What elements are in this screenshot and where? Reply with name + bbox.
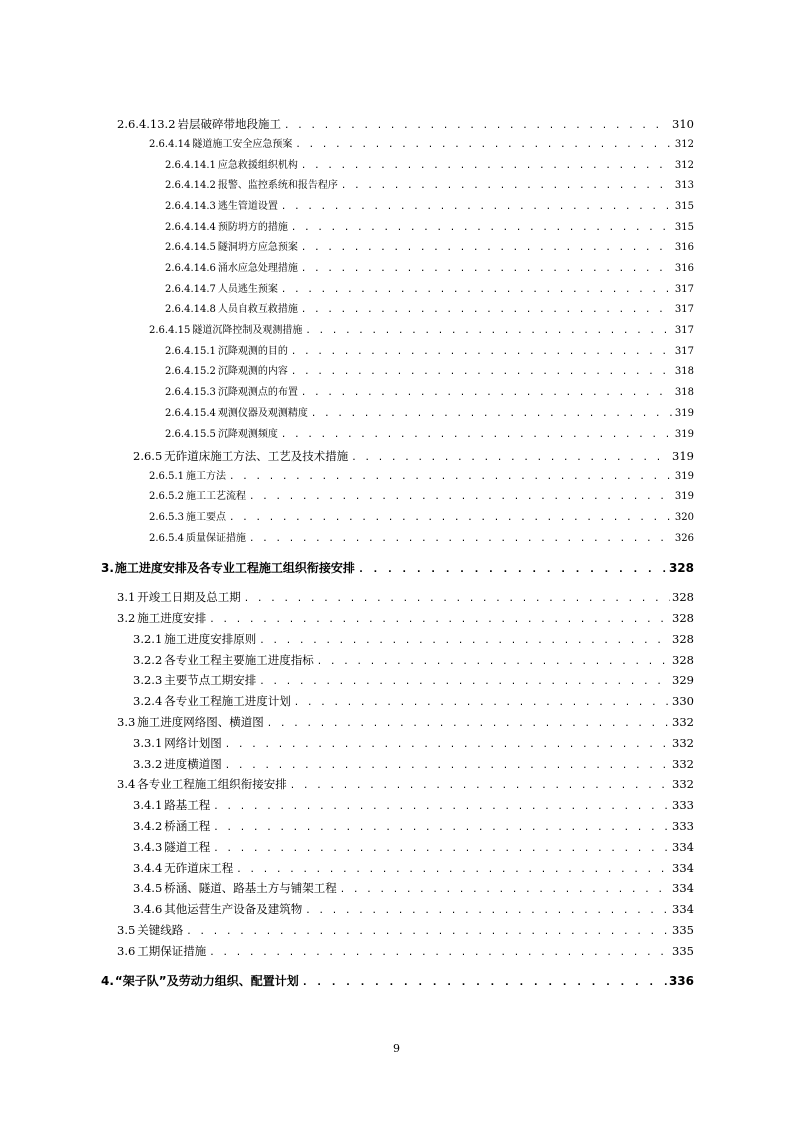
toc-entry[interactable]: [165, 198, 694, 216]
page-number: 9: [393, 1042, 400, 1055]
toc-entry-title: 应急救援组织机构: [217, 160, 298, 171]
toc-entry-number: 3.2.3: [133, 673, 163, 687]
dot-leader: [281, 281, 673, 299]
toc-entry[interactable]: [149, 509, 694, 527]
toc-entry-number: 3.4: [117, 777, 136, 791]
toc-entry[interactable]: [117, 713, 694, 731]
toc-entry[interactable]: [117, 588, 694, 606]
dot-leader: [259, 673, 670, 689]
toc-entry-number: 3.4.3: [133, 840, 163, 854]
toc-entry-number: 2.6.4.15.2: [165, 366, 216, 377]
toc-entry-title: 沉降观测的目的: [217, 346, 288, 357]
toc-entry[interactable]: [117, 775, 694, 793]
toc-entry-number: 2.6.4.14.7: [165, 284, 216, 295]
toc-entry-page: 334: [672, 881, 694, 895]
toc-entry-page: 332: [672, 715, 694, 729]
dot-leader: [295, 136, 673, 154]
toc-entry[interactable]: [165, 384, 694, 402]
toc-entry-number: 2.6.4.15.3: [165, 387, 216, 398]
toc-entry-page: 313: [674, 180, 694, 191]
toc-entry-number: 3.2: [117, 611, 136, 625]
dot-leader: [259, 632, 670, 648]
toc-entry-number: 2.6.4.14.4: [165, 222, 216, 233]
dot-leader: [358, 561, 667, 577]
dot-leader: [281, 198, 673, 216]
toc-entry[interactable]: [133, 692, 694, 710]
toc-entry[interactable]: [133, 817, 694, 835]
toc-entry-number: 3.2.4: [133, 694, 163, 708]
toc-entry-title: 沉降观测的内容: [217, 366, 288, 377]
dot-leader: [291, 363, 673, 381]
toc-entry[interactable]: [133, 651, 694, 669]
toc-entry-title: 逃生管道设置: [217, 201, 278, 212]
toc-entry[interactable]: [165, 343, 694, 361]
dot-leader: [301, 157, 673, 175]
toc-entry[interactable]: [165, 405, 694, 423]
toc-entry[interactable]: [133, 734, 694, 752]
toc-entry-number: 2.6.4.15.5: [165, 429, 216, 440]
toc-entry[interactable]: [133, 755, 694, 773]
toc-entry-page: 318: [674, 387, 694, 398]
dot-leader: [317, 653, 670, 669]
toc-entry[interactable]: [165, 239, 694, 257]
toc-entry-number: 3.2.2: [133, 653, 163, 667]
toc-entry-page: 319: [674, 408, 694, 419]
toc-entry-title: 观测仪器及观测精度: [217, 408, 308, 419]
toc-entry-title: 隧洞坍方应急预案: [217, 242, 298, 253]
toc-entry[interactable]: [117, 609, 694, 627]
toc-entry-number: 2.6.4.15.1: [165, 346, 216, 357]
toc-entry-title: 无砟道床施工方法、工艺及技术措施: [164, 449, 349, 463]
toc-entry-page: 319: [674, 471, 694, 482]
toc-entry-title: 施工进度安排原则: [164, 632, 257, 646]
toc-entry-title: 人员自救互救措施: [217, 304, 298, 315]
toc-entry-page: 332: [672, 736, 694, 750]
toc-entry-page: 333: [672, 798, 694, 812]
toc-entry-page: 332: [672, 757, 694, 771]
toc-entry[interactable]: [149, 468, 694, 486]
toc-entry-page: 330: [672, 694, 694, 708]
toc-entry-title: 网络计划图: [164, 736, 222, 750]
toc-entry-title: 其他运营生产设备及建筑物: [164, 902, 303, 916]
toc-entry-page: 328: [668, 561, 694, 575]
toc-entry-page: 335: [672, 923, 694, 937]
toc-entry-page: 334: [672, 861, 694, 875]
toc-entry[interactable]: [149, 136, 694, 154]
toc-entry-number: 3.4.6: [133, 902, 163, 916]
dot-leader: [229, 468, 673, 486]
toc-entry-page: 319: [674, 429, 694, 440]
toc-entry-page: 317: [674, 304, 694, 315]
toc-entry-number: 4.: [101, 974, 114, 988]
toc-entry[interactable]: [117, 115, 694, 133]
toc-entry-page: 328: [672, 653, 694, 667]
toc-entry-page: 315: [674, 201, 694, 212]
toc-entry-title: 主要节点工期安排: [164, 673, 257, 687]
toc-entry-title: 隧道施工安全应急预案: [192, 139, 293, 150]
toc-entry-title: 各专业工程主要施工进度指标: [164, 653, 314, 667]
toc-entry-number: 3.4.4: [133, 861, 163, 875]
toc-entry-page: 320: [674, 512, 694, 523]
toc-entry-title: “架子队”及劳动力组织、配置计划: [114, 974, 299, 988]
toc-entry-page: 317: [674, 346, 694, 357]
dot-leader: [291, 343, 673, 361]
toc-entry-number: 2.6.4.14.2: [165, 180, 216, 191]
toc-entry-page: 318: [674, 366, 694, 377]
dot-leader: [305, 902, 670, 918]
toc-entry[interactable]: [133, 859, 694, 877]
toc-entry-number: 2.6.5: [133, 449, 163, 463]
dot-leader: [186, 923, 670, 939]
dot-leader: [213, 798, 670, 814]
toc-entry-title: 桥涵工程: [164, 819, 211, 833]
toc-entry-number: 3.2.1: [133, 632, 163, 646]
dot-leader: [301, 384, 673, 402]
toc-entry-number: 2.6.4.14: [149, 139, 191, 150]
toc-entry-title: 施工进度网络图、横道图: [137, 715, 264, 729]
dot-leader: [291, 219, 673, 237]
toc-entry[interactable]: [149, 322, 694, 340]
toc-entry-title: 隧道工程: [164, 840, 211, 854]
toc-entry-page: 335: [672, 944, 694, 958]
toc-entry-number: 3.1: [117, 590, 136, 604]
toc-entry[interactable]: [133, 671, 694, 689]
toc-entry[interactable]: [165, 363, 694, 381]
dot-leader: [341, 177, 673, 195]
toc-entry-number: 3.3.1: [133, 736, 163, 750]
dot-leader: [213, 840, 670, 856]
toc-entry[interactable]: [165, 219, 694, 237]
toc-entry[interactable]: [133, 879, 694, 897]
toc-entry-page: 334: [672, 840, 694, 854]
toc-entry-number: 2.6.4.15: [149, 325, 191, 336]
toc-entry-number: 2.6.4.15.4: [165, 408, 216, 419]
toc-entry[interactable]: [165, 157, 694, 175]
toc-entry-number: 3.3: [117, 715, 136, 729]
toc-entry[interactable]: [133, 796, 694, 814]
toc-entry[interactable]: [117, 942, 694, 960]
toc-entry-page: 333: [672, 819, 694, 833]
toc-entry-title: 进度横道图: [164, 757, 222, 771]
toc-entry[interactable]: [133, 838, 694, 856]
toc-entry-page: 319: [674, 491, 694, 502]
toc-entry-page: 328: [672, 611, 694, 625]
toc-entry[interactable]: [165, 177, 694, 195]
dot-leader: [340, 881, 670, 897]
dot-leader: [351, 449, 670, 465]
toc-entry-page: 312: [674, 139, 694, 150]
toc-entry-title: 施工进度安排: [137, 611, 207, 625]
toc-entry-number: 3.4.1: [133, 798, 163, 812]
toc-entry-number: 2.6.4.14.3: [165, 201, 216, 212]
toc-entry[interactable]: [165, 281, 694, 299]
toc-entry-page: 326: [674, 533, 694, 544]
toc-entry[interactable]: [133, 630, 694, 648]
toc-entry-number: 2.6.5.1: [149, 471, 184, 482]
toc-entry-title: 质量保证措施: [186, 533, 246, 544]
toc-entry[interactable]: [165, 260, 694, 278]
toc-entry[interactable]: [149, 488, 694, 506]
toc-entry-page: 310: [672, 117, 694, 131]
toc-entry[interactable]: [149, 530, 694, 548]
toc-entry-title: 涌水应急处理措施: [217, 263, 298, 274]
toc-chapter-entry[interactable]: [101, 972, 694, 990]
dot-leader: [301, 260, 673, 278]
toc-entry-title: 预防坍方的措施: [217, 222, 288, 233]
toc-entry-title: 报警、监控系统和报告程序: [217, 180, 338, 191]
dot-leader: [294, 694, 670, 710]
toc-entry-number: 2.6.4.14.6: [165, 263, 216, 274]
toc-entry-number: 3.3.2: [133, 757, 163, 771]
toc-entry-title: 路基工程: [164, 798, 211, 812]
toc-entry-number: 3.4.5: [133, 881, 163, 895]
dot-leader: [249, 530, 673, 548]
dot-leader: [302, 974, 667, 990]
toc-entry[interactable]: [165, 301, 694, 319]
toc-entry-title: 无砟道床工程: [164, 861, 234, 875]
toc-entry-title: 施工进度安排及各专业工程施工组织衔接安排: [114, 561, 355, 575]
toc-entry-page: 317: [674, 284, 694, 295]
toc-entry-title: 沉降观测点的布置: [217, 387, 298, 398]
dot-leader: [225, 757, 670, 773]
toc-entry-number: 3.: [101, 561, 114, 575]
dot-leader: [284, 117, 670, 133]
toc-entry-number: 2.6.5.2: [149, 491, 184, 502]
dot-leader: [281, 426, 673, 444]
dot-leader: [229, 509, 673, 527]
dot-leader: [311, 405, 673, 423]
toc-entry-number: 2.6.4.13.2: [117, 117, 176, 131]
dot-leader: [267, 715, 670, 731]
toc-entry-page: 332: [672, 777, 694, 791]
toc-entry-title: 关键线路: [137, 923, 184, 937]
toc-entry-page: 329: [672, 673, 694, 687]
toc-entry-page: 319: [672, 449, 694, 463]
toc-entry-page: 328: [672, 632, 694, 646]
dot-leader: [209, 611, 670, 627]
toc-entry-page: 316: [674, 263, 694, 274]
toc-entry-number: 2.6.4.14.1: [165, 160, 216, 171]
toc-entry-page: 328: [672, 590, 694, 604]
dot-leader: [249, 488, 673, 506]
toc-entry-number: 3.4.2: [133, 819, 163, 833]
toc-entry-title: 沉降观测频度: [217, 429, 278, 440]
toc-entry-number: 2.6.4.14.8: [165, 304, 216, 315]
dot-leader: [301, 301, 673, 319]
dot-leader: [305, 322, 673, 340]
toc-chapter-entry[interactable]: [101, 559, 694, 577]
toc-entry-number: 2.6.5.3: [149, 512, 184, 523]
toc-entry-page: 312: [674, 160, 694, 171]
toc-entry-title: 开竣工日期及总工期: [137, 590, 241, 604]
toc-entry-title: 施工方法: [186, 471, 226, 482]
toc-entry-title: 各专业工程施工组织衔接安排: [137, 777, 287, 791]
toc-entry-page: 336: [668, 974, 694, 988]
toc-entry-title: 岩层破碎带地段施工: [177, 117, 282, 131]
toc-entry-number: 3.5: [117, 923, 136, 937]
toc-entry-number: 2.6.4.14.5: [165, 242, 216, 253]
toc-entry[interactable]: [133, 900, 694, 918]
toc-entry-page: 316: [674, 242, 694, 253]
toc-entry-title: 施工要点: [186, 512, 226, 523]
dot-leader: [225, 736, 670, 752]
toc-entry-title: 各专业工程施工进度计划: [164, 694, 291, 708]
dot-leader: [290, 777, 670, 793]
toc-entry[interactable]: [133, 447, 694, 465]
toc-entry-title: 工期保证措施: [137, 944, 207, 958]
dot-leader: [244, 590, 670, 606]
toc-entry-number: 2.6.5.4: [149, 533, 184, 544]
toc-entry-title: 施工工艺流程: [186, 491, 246, 502]
dot-leader: [213, 819, 670, 835]
toc-entry-title: 桥涵、隧道、路基土方与铺架工程: [164, 881, 337, 895]
toc-entry-page: 317: [674, 325, 694, 336]
toc-entry[interactable]: [117, 921, 694, 939]
dot-leader: [301, 239, 673, 257]
toc-entry[interactable]: [165, 426, 694, 444]
toc-entry-title: 隧道沉降控制及观测措施: [192, 325, 303, 336]
toc-entry-title: 人员逃生预案: [217, 284, 278, 295]
toc-entry-number: 3.6: [117, 944, 136, 958]
dot-leader: [236, 861, 670, 877]
dot-leader: [209, 944, 670, 960]
toc-entry-page: 315: [674, 222, 694, 233]
toc-entry-page: 334: [672, 902, 694, 916]
